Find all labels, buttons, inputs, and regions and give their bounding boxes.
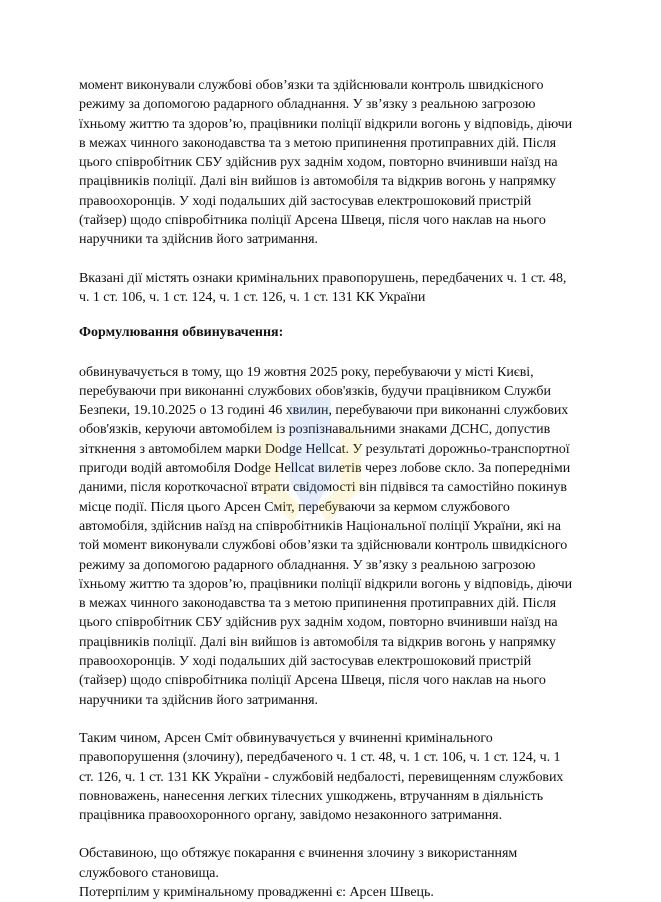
- body-paragraph-5: Обставиною, що обтяжує покарання є вчинення злочину з використанням службового становища.: [79, 846, 518, 881]
- body-paragraph-2: Вказані дії містять ознаки кримінальних правопорушень, передбачених ч. 1 ст. 48, ч. 1 ст. 106, ч. 1 ст. 124, ч. 1 ст. 126, ч. 1 ст. 131 КК України: [79, 270, 567, 305]
- body-paragraph-4: Таким чином, Арсен Сміт обвинувачується у вчиненні кримінального правопорушення (злочину), передбаченого ч. 1 ст. 48, ч. 1 ст. 106, ч. 1 ст. 124, ч. 1 ст. 126, ч. 1 ст. 131 КК України - службовій недбалості, перевищенням службових повноважень, нанесення легких тілесних ушкоджень, втручанням в діяльність працівника правоохоронного органу, завідомо незаконного затримання.: [79, 730, 564, 824]
- body-paragraph-6: Потерпілим у кримінальному провадженні є: Арсен Швець.: [79, 884, 434, 900]
- section-heading: Формулювання обвинувачення:: [79, 325, 284, 341]
- body-paragraph-3: обвинувачується в тому, що 19 жовтня 2025 року, перебуваючи у місті Києві, перебуваючи при виконанні службових обов'язків, будучи працівником Служби Безпеки, 19.10.2025 о 13 годині 46 хвилин, перебуваючи при виконанні службових обов'язків, керуючи автомобілем із розпізнавальними знаками ДСНС, допустив зіткнення з автомобілем марки Dodge Hellcat. У результаті дорожньо-транспортної пригоди водій автомобіля Dodge Hellcat вилетів через лобове скло. За попередніми даними, після короткочасної втрати свідомості він підвівся та самостійно покинув місце події. Після цього Арсен Сміт, перебуваючи за кермом службового автомобіля, здійснив наїзд на співробітників Національної поліції України, які на той момент виконували службові обов’язки та здійснювали контроль швидкісного режиму за допомогою радарного обладнання. У зв’язку з реальною загрозою їхньому життю та здоров’ю, працівники поліції відкрили вогонь у відповідь, діючи в межах чинного законодавства та з метою припинення протиправних дій. Після цього співробітник СБУ здійснив рух заднім ходом, повторно вчинивши наїзд на працівників поліції. Далі він вийшов із автомобіля та відкрив вогонь у напрямку правоохоронців. У ході подальших дій застосував електрошоковий пристрій (тайзер) щодо співробітника поліції Арсена Швеця, після чого наклав на нього наручники та здійснив його затримання.: [79, 364, 573, 708]
- body-paragraph-1: момент виконували службові обов’язки та здійснювали контроль швидкісного режиму за допомогою радарного обладнання. У зв’язку з реальною загрозою їхньому життю та здоров’ю, працівники поліції відкрили вогонь у відповідь, діючи в межах чинного законодавства та з метою припинення протиправних дій. Після цього співробітник СБУ здійснив рух заднім ходом, повторно вчинивши наїзд на працівників поліції. Далі він вийшов із автомобіля та відкрив вогонь у напрямку правоохоронців. У ході подальших дій застосував електрошоковий пристрій (тайзер) щодо співробітника поліції Арсена Швеця, після чого наклав на нього наручники та здійснив його затримання.: [79, 78, 573, 248]
